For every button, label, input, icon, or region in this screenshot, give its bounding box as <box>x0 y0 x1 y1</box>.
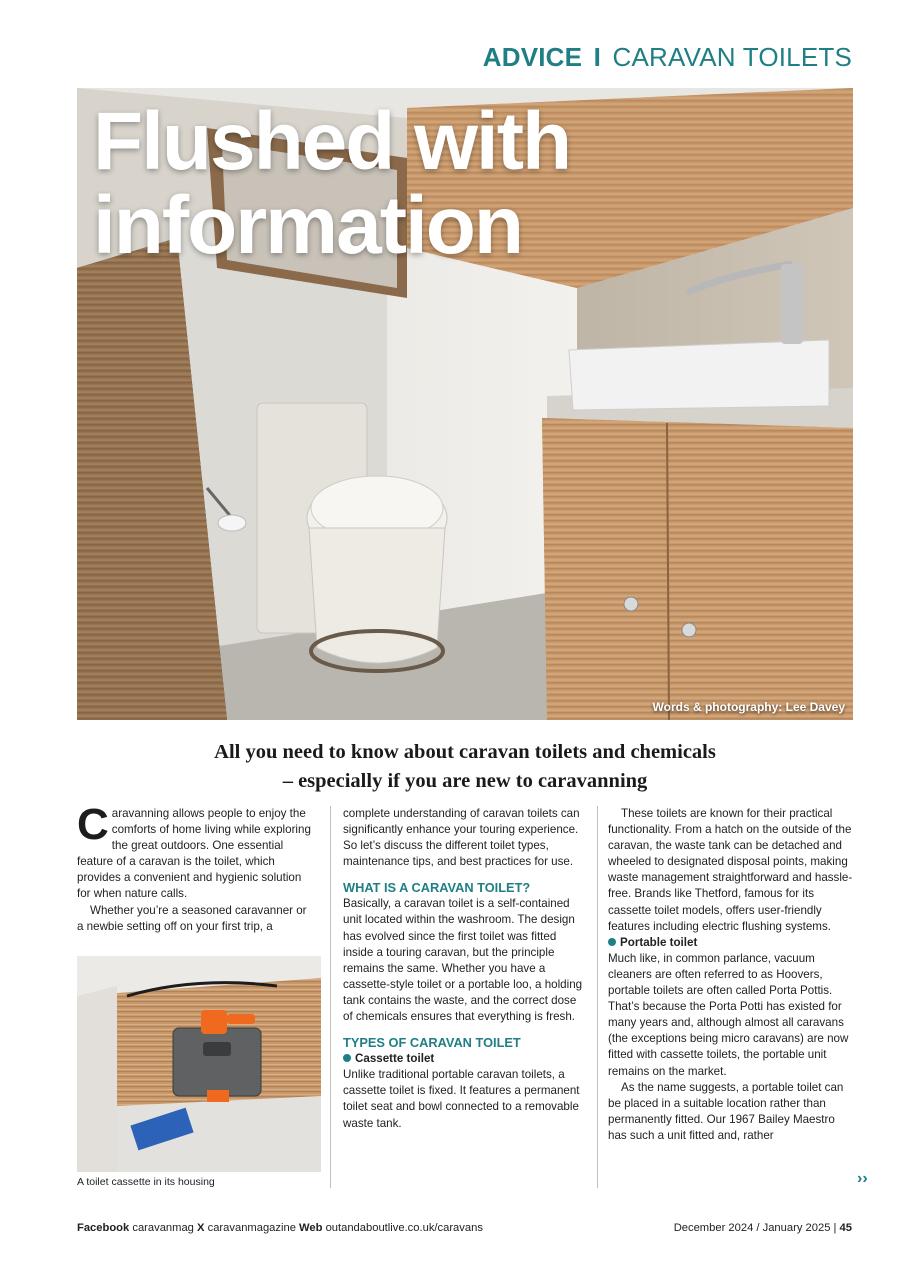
facebook-label: Facebook <box>77 1222 130 1234</box>
bullet-heading <box>608 935 853 951</box>
body-paragraph: Basically, a caravan toilet is a self-contained unit located within the washroom. The design has evolved since the first toilet was fitted inside a touring caravan, but the principle remains the same. Whether you have a cassette-style toilet or a portable loo, a holding tank contains the waste, and the correct dose of chemicals ensures that everything is fresh. <box>343 897 583 1024</box>
bullet-heading <box>343 1051 587 1067</box>
web-link[interactable]: outandaboutlive.co.uk/caravans <box>325 1222 483 1234</box>
photo-credit: Words & photography: Lee Davey <box>652 700 845 714</box>
body-column-1 <box>77 800 311 935</box>
body-column-2 <box>343 806 587 1132</box>
cassette-illustration <box>77 956 321 1172</box>
headline <box>93 96 571 271</box>
bullet-icon <box>343 1054 351 1062</box>
bullet-label: Cassette toilet <box>355 1052 435 1066</box>
subheading-what-is: WHAT IS A CARAVAN TOILET? <box>343 880 531 896</box>
body-paragraph: Unlike traditional portable caravan toilets, a cassette toilet is fixed. It features a permanent toilet seat and bowl connected to a removable waste tank. <box>343 1068 580 1130</box>
page-number: 45 <box>839 1222 852 1234</box>
section-topic: CARAVAN TOILETS <box>612 42 852 72</box>
standfirst-line-1: All you need to know about caravan toilets and chemicals <box>214 741 716 763</box>
standfirst-line-2: – especially if you are new to caravanning <box>282 770 648 792</box>
section-separator: I <box>593 42 602 72</box>
body-paragraph: These toilets are known for their practical functionality. From a hatch on the outside of the caravan, the waste tank can be detached and wheeled to designated disposal points, making waste management straightforward and hassle-free. Brands like Thetford, famous for its cassette toilet models, offers user-friendly features including electric flushing systems. <box>608 807 853 933</box>
body-paragraph: Much like, in common parlance, vacuum cleaners are often referred to as Hoovers, portable toilets are often called Porta Pottis. That’s because the Porta Potti has existed for many years and, although almost all caravans (the exceptions being micro caravans) are now fitted with cassette toilets, the portable unit remains on the market. <box>608 951 849 1078</box>
hero-photo <box>77 88 853 720</box>
body-column-3 <box>608 806 853 1144</box>
bullet-label: Portable toilet <box>620 935 698 949</box>
headline-line-2: information <box>93 180 522 271</box>
x-label: X <box>197 1222 205 1234</box>
inset-caption: A toilet cassette in its housing <box>77 1176 215 1188</box>
subheading-types: TYPES OF CARAVAN TOILET <box>343 1035 521 1051</box>
inset-photo <box>77 956 321 1172</box>
x-handle[interactable]: caravanmagazine <box>207 1222 296 1234</box>
body-paragraph: As the name suggests, a portable toilet can be placed in a suitable location rather than permanently fitted. Our 1967 Bailey Maestro has such a unit fitted and, rather <box>608 1080 844 1142</box>
body-paragraph: complete understanding of caravan toilets can significantly enhance your touring experience. So let’s discuss the different toilet types, maintenance tips, and best practices for use. <box>343 807 580 869</box>
drop-cap: C <box>77 800 109 849</box>
footer-social <box>77 1222 483 1234</box>
headline-line-1: Flushed with <box>93 96 571 187</box>
issue-date: December 2024 / January 2025 <box>673 1222 831 1234</box>
section-header <box>483 40 852 74</box>
web-label: Web <box>299 1222 323 1234</box>
column-divider <box>330 806 331 1188</box>
section-label: ADVICE <box>482 42 583 72</box>
body-paragraph: Whether you’re a seasoned caravanner or a newbie setting off on your first trip, a <box>77 903 307 933</box>
intro-paragraph <box>77 800 311 903</box>
standfirst <box>77 738 853 796</box>
intro-text: aravanning allows people to enjoy the comforts of home living while exploring the great outdoors. One essential feature of a caravan is the toilet, which provides a convenient and hygienic solution for when nature calls. <box>77 807 311 901</box>
facebook-handle[interactable]: caravanmag <box>132 1222 194 1234</box>
footer-issue <box>674 1222 852 1234</box>
continue-arrow-icon: ›› <box>857 1170 868 1187</box>
footer-divider: | <box>833 1222 837 1234</box>
column-divider <box>597 806 598 1188</box>
bullet-icon <box>608 938 616 946</box>
